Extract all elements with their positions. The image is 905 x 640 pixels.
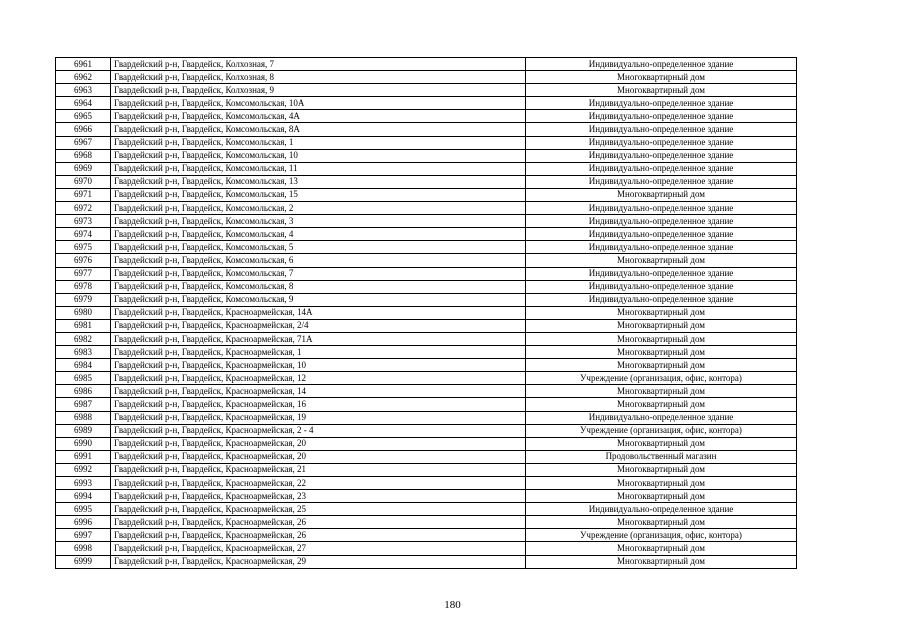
- building-type-cell: Многоквартирный дом: [526, 359, 797, 372]
- table-row: [56, 188, 797, 201]
- row-number-cell: 6962: [56, 71, 111, 84]
- row-number-cell: 6999: [56, 555, 111, 568]
- table-row: [56, 385, 797, 398]
- page-number: 180: [444, 599, 461, 611]
- address-cell: Гвардейский р-н, Гвардейск, Комсомольская, 6: [111, 254, 526, 267]
- address-cell: Гвардейский р-н, Гвардейск, Комсомольская, 2: [111, 202, 526, 215]
- row-number-cell: 6972: [56, 202, 111, 215]
- table-row: [56, 503, 797, 516]
- row-number-cell: 6967: [56, 136, 111, 149]
- building-type-cell: Индивидуально-определенное здание: [526, 149, 797, 162]
- table-row: [56, 215, 797, 228]
- table-row: [56, 123, 797, 136]
- building-type-cell: Многоквартирный дом: [526, 542, 797, 555]
- row-number-cell: 6975: [56, 241, 111, 254]
- address-cell: Гвардейский р-н, Гвардейск, Красноармейская, 26: [111, 529, 526, 542]
- table-row: [56, 97, 797, 110]
- table-row: [56, 202, 797, 215]
- table-row: [56, 280, 797, 293]
- table-row: [56, 529, 797, 542]
- address-cell: Гвардейский р-н, Гвардейск, Комсомольская, 15: [111, 188, 526, 201]
- address-cell: Гвардейский р-н, Гвардейск, Красноармейская, 20: [111, 450, 526, 463]
- table-row: [56, 555, 797, 568]
- address-table-body: [56, 58, 797, 569]
- address-cell: Гвардейский р-н, Гвардейск, Красноармейская, 2/4: [111, 319, 526, 332]
- row-number-cell: 6986: [56, 385, 111, 398]
- row-number-cell: 6989: [56, 424, 111, 437]
- address-cell: Гвардейский р-н, Гвардейск, Комсомольская, 10А: [111, 97, 526, 110]
- row-number-cell: 6995: [56, 503, 111, 516]
- row-number-cell: 6963: [56, 84, 111, 97]
- row-number-cell: 6974: [56, 228, 111, 241]
- row-number-cell: 6968: [56, 149, 111, 162]
- building-type-cell: Многоквартирный дом: [526, 555, 797, 568]
- address-cell: Гвардейский р-н, Гвардейск, Красноармейская, 12: [111, 372, 526, 385]
- row-number-cell: 6987: [56, 398, 111, 411]
- row-number-cell: 6991: [56, 450, 111, 463]
- row-number-cell: 6983: [56, 346, 111, 359]
- address-cell: Гвардейский р-н, Гвардейск, Красноармейская, 10: [111, 359, 526, 372]
- table-row: [56, 450, 797, 463]
- building-type-cell: Многоквартирный дом: [526, 516, 797, 529]
- address-cell: Гвардейский р-н, Гвардейск, Красноармейская, 21: [111, 463, 526, 476]
- building-type-cell: Индивидуально-определенное здание: [526, 97, 797, 110]
- row-number-cell: 6997: [56, 529, 111, 542]
- table-row: [56, 477, 797, 490]
- building-type-cell: Многоквартирный дом: [526, 84, 797, 97]
- row-number-cell: 6964: [56, 97, 111, 110]
- row-number-cell: 6961: [56, 58, 111, 71]
- building-type-cell: Многоквартирный дом: [526, 346, 797, 359]
- table-row: [56, 437, 797, 450]
- table-row: [56, 175, 797, 188]
- building-type-cell: Многоквартирный дом: [526, 437, 797, 450]
- address-cell: Гвардейский р-н, Гвардейск, Колхозная, 8: [111, 71, 526, 84]
- address-cell: Гвардейский р-н, Гвардейск, Красноармейская, 14А: [111, 306, 526, 319]
- address-cell: Гвардейский р-н, Гвардейск, Красноармейская, 20: [111, 437, 526, 450]
- row-number-cell: 6992: [56, 463, 111, 476]
- row-number-cell: 6965: [56, 110, 111, 123]
- building-type-cell: Многоквартирный дом: [526, 463, 797, 476]
- address-cell: Гвардейский р-н, Гвардейск, Красноармейская, 29: [111, 555, 526, 568]
- table-row: [56, 463, 797, 476]
- address-cell: Гвардейский р-н, Гвардейск, Комсомольская, 4А: [111, 110, 526, 123]
- row-number-cell: 6980: [56, 306, 111, 319]
- row-number-cell: 6969: [56, 162, 111, 175]
- building-type-cell: Многоквартирный дом: [526, 71, 797, 84]
- address-cell: Гвардейский р-н, Гвардейск, Колхозная, 9: [111, 84, 526, 97]
- address-cell: Гвардейский р-н, Гвардейск, Красноармейская, 25: [111, 503, 526, 516]
- building-type-cell: Индивидуально-определенное здание: [526, 58, 797, 71]
- building-type-cell: Индивидуально-определенное здание: [526, 215, 797, 228]
- building-type-cell: Индивидуально-определенное здание: [526, 241, 797, 254]
- building-type-cell: Многоквартирный дом: [526, 306, 797, 319]
- row-number-cell: 6985: [56, 372, 111, 385]
- address-cell: Гвардейский р-н, Гвардейск, Комсомольская, 8А: [111, 123, 526, 136]
- table-row: [56, 332, 797, 345]
- building-type-cell: Многоквартирный дом: [526, 254, 797, 267]
- table-row: [56, 228, 797, 241]
- address-cell: Гвардейский р-н, Гвардейск, Красноармейская, 22: [111, 477, 526, 490]
- address-cell: Гвардейский р-н, Гвардейск, Колхозная, 7: [111, 58, 526, 71]
- row-number-cell: 6982: [56, 332, 111, 345]
- address-cell: Гвардейский р-н, Гвардейск, Красноармейская, 71А: [111, 332, 526, 345]
- address-cell: Гвардейский р-н, Гвардейск, Красноармейская, 26: [111, 516, 526, 529]
- building-type-cell: Индивидуально-определенное здание: [526, 411, 797, 424]
- row-number-cell: 6988: [56, 411, 111, 424]
- address-cell: Гвардейский р-н, Гвардейск, Красноармейская, 27: [111, 542, 526, 555]
- building-type-cell: Многоквартирный дом: [526, 398, 797, 411]
- building-type-cell: Многоквартирный дом: [526, 490, 797, 503]
- table-row: [56, 84, 797, 97]
- row-number-cell: 6966: [56, 123, 111, 136]
- table-row: [56, 490, 797, 503]
- address-cell: Гвардейский р-н, Гвардейск, Комсомольская, 7: [111, 267, 526, 280]
- table-row: [56, 424, 797, 437]
- address-cell: Гвардейский р-н, Гвардейск, Комсомольская, 10: [111, 149, 526, 162]
- building-type-cell: Индивидуально-определенное здание: [526, 228, 797, 241]
- building-type-cell: Индивидуально-определенное здание: [526, 503, 797, 516]
- building-type-cell: Многоквартирный дом: [526, 332, 797, 345]
- row-number-cell: 6978: [56, 280, 111, 293]
- building-type-cell: Индивидуально-определенное здание: [526, 202, 797, 215]
- row-number-cell: 6990: [56, 437, 111, 450]
- table-row: [56, 149, 797, 162]
- row-number-cell: 6998: [56, 542, 111, 555]
- table-row: [56, 346, 797, 359]
- building-type-cell: Учреждение (организация, офис, контора): [526, 424, 797, 437]
- building-type-cell: Индивидуально-определенное здание: [526, 123, 797, 136]
- address-cell: Гвардейский р-н, Гвардейск, Красноармейская, 16: [111, 398, 526, 411]
- building-type-cell: Учреждение (организация, офис, контора): [526, 372, 797, 385]
- address-cell: Гвардейский р-н, Гвардейск, Комсомольская, 9: [111, 293, 526, 306]
- address-cell: Гвардейский р-н, Гвардейск, Комсомольская, 8: [111, 280, 526, 293]
- address-cell: Гвардейский р-н, Гвардейск, Красноармейская, 2 - 4: [111, 424, 526, 437]
- row-number-cell: 6981: [56, 319, 111, 332]
- address-cell: Гвардейский р-н, Гвардейск, Комсомольская, 4: [111, 228, 526, 241]
- table-row: [56, 162, 797, 175]
- building-type-cell: Индивидуально-определенное здание: [526, 136, 797, 149]
- row-number-cell: 6994: [56, 490, 111, 503]
- row-number-cell: 6984: [56, 359, 111, 372]
- building-type-cell: Продовольственный магазин: [526, 450, 797, 463]
- table-row: [56, 58, 797, 71]
- building-type-cell: Индивидуально-определенное здание: [526, 110, 797, 123]
- building-type-cell: Многоквартирный дом: [526, 188, 797, 201]
- row-number-cell: 6996: [56, 516, 111, 529]
- building-type-cell: Индивидуально-определенное здание: [526, 293, 797, 306]
- table-row: [56, 319, 797, 332]
- row-number-cell: 6976: [56, 254, 111, 267]
- building-type-cell: Учреждение (организация, офис, контора): [526, 529, 797, 542]
- address-cell: Гвардейский р-н, Гвардейск, Красноармейская, 1: [111, 346, 526, 359]
- table-row: [56, 542, 797, 555]
- table-row: [56, 293, 797, 306]
- table-row: [56, 136, 797, 149]
- address-cell: Гвардейский р-н, Гвардейск, Комсомольская, 1: [111, 136, 526, 149]
- row-number-cell: 6977: [56, 267, 111, 280]
- row-number-cell: 6973: [56, 215, 111, 228]
- row-number-cell: 6979: [56, 293, 111, 306]
- row-number-cell: 6971: [56, 188, 111, 201]
- address-cell: Гвардейский р-н, Гвардейск, Красноармейская, 19: [111, 411, 526, 424]
- table-row: [56, 267, 797, 280]
- row-number-cell: 6970: [56, 175, 111, 188]
- address-cell: Гвардейский р-н, Гвардейск, Комсомольская, 3: [111, 215, 526, 228]
- table-row: [56, 411, 797, 424]
- building-type-cell: Индивидуально-определенное здание: [526, 280, 797, 293]
- row-number-cell: 6993: [56, 477, 111, 490]
- table-row: [56, 241, 797, 254]
- table-row: [56, 516, 797, 529]
- building-type-cell: Индивидуально-определенное здание: [526, 267, 797, 280]
- address-cell: Гвардейский р-н, Гвардейск, Красноармейская, 14: [111, 385, 526, 398]
- address-cell: Гвардейский р-н, Гвардейск, Комсомольская, 5: [111, 241, 526, 254]
- address-table: [55, 57, 797, 569]
- table-row: [56, 372, 797, 385]
- table-row: [56, 359, 797, 372]
- building-type-cell: Многоквартирный дом: [526, 319, 797, 332]
- building-type-cell: Многоквартирный дом: [526, 477, 797, 490]
- address-cell: Гвардейский р-н, Гвардейск, Красноармейская, 23: [111, 490, 526, 503]
- table-row: [56, 71, 797, 84]
- address-cell: Гвардейский р-н, Гвардейск, Комсомольская, 13: [111, 175, 526, 188]
- table-row: [56, 110, 797, 123]
- table-row: [56, 254, 797, 267]
- table-row: [56, 306, 797, 319]
- building-type-cell: Индивидуально-определенное здание: [526, 175, 797, 188]
- building-type-cell: Многоквартирный дом: [526, 385, 797, 398]
- address-cell: Гвардейский р-н, Гвардейск, Комсомольская, 11: [111, 162, 526, 175]
- building-type-cell: Индивидуально-определенное здание: [526, 162, 797, 175]
- table-row: [56, 398, 797, 411]
